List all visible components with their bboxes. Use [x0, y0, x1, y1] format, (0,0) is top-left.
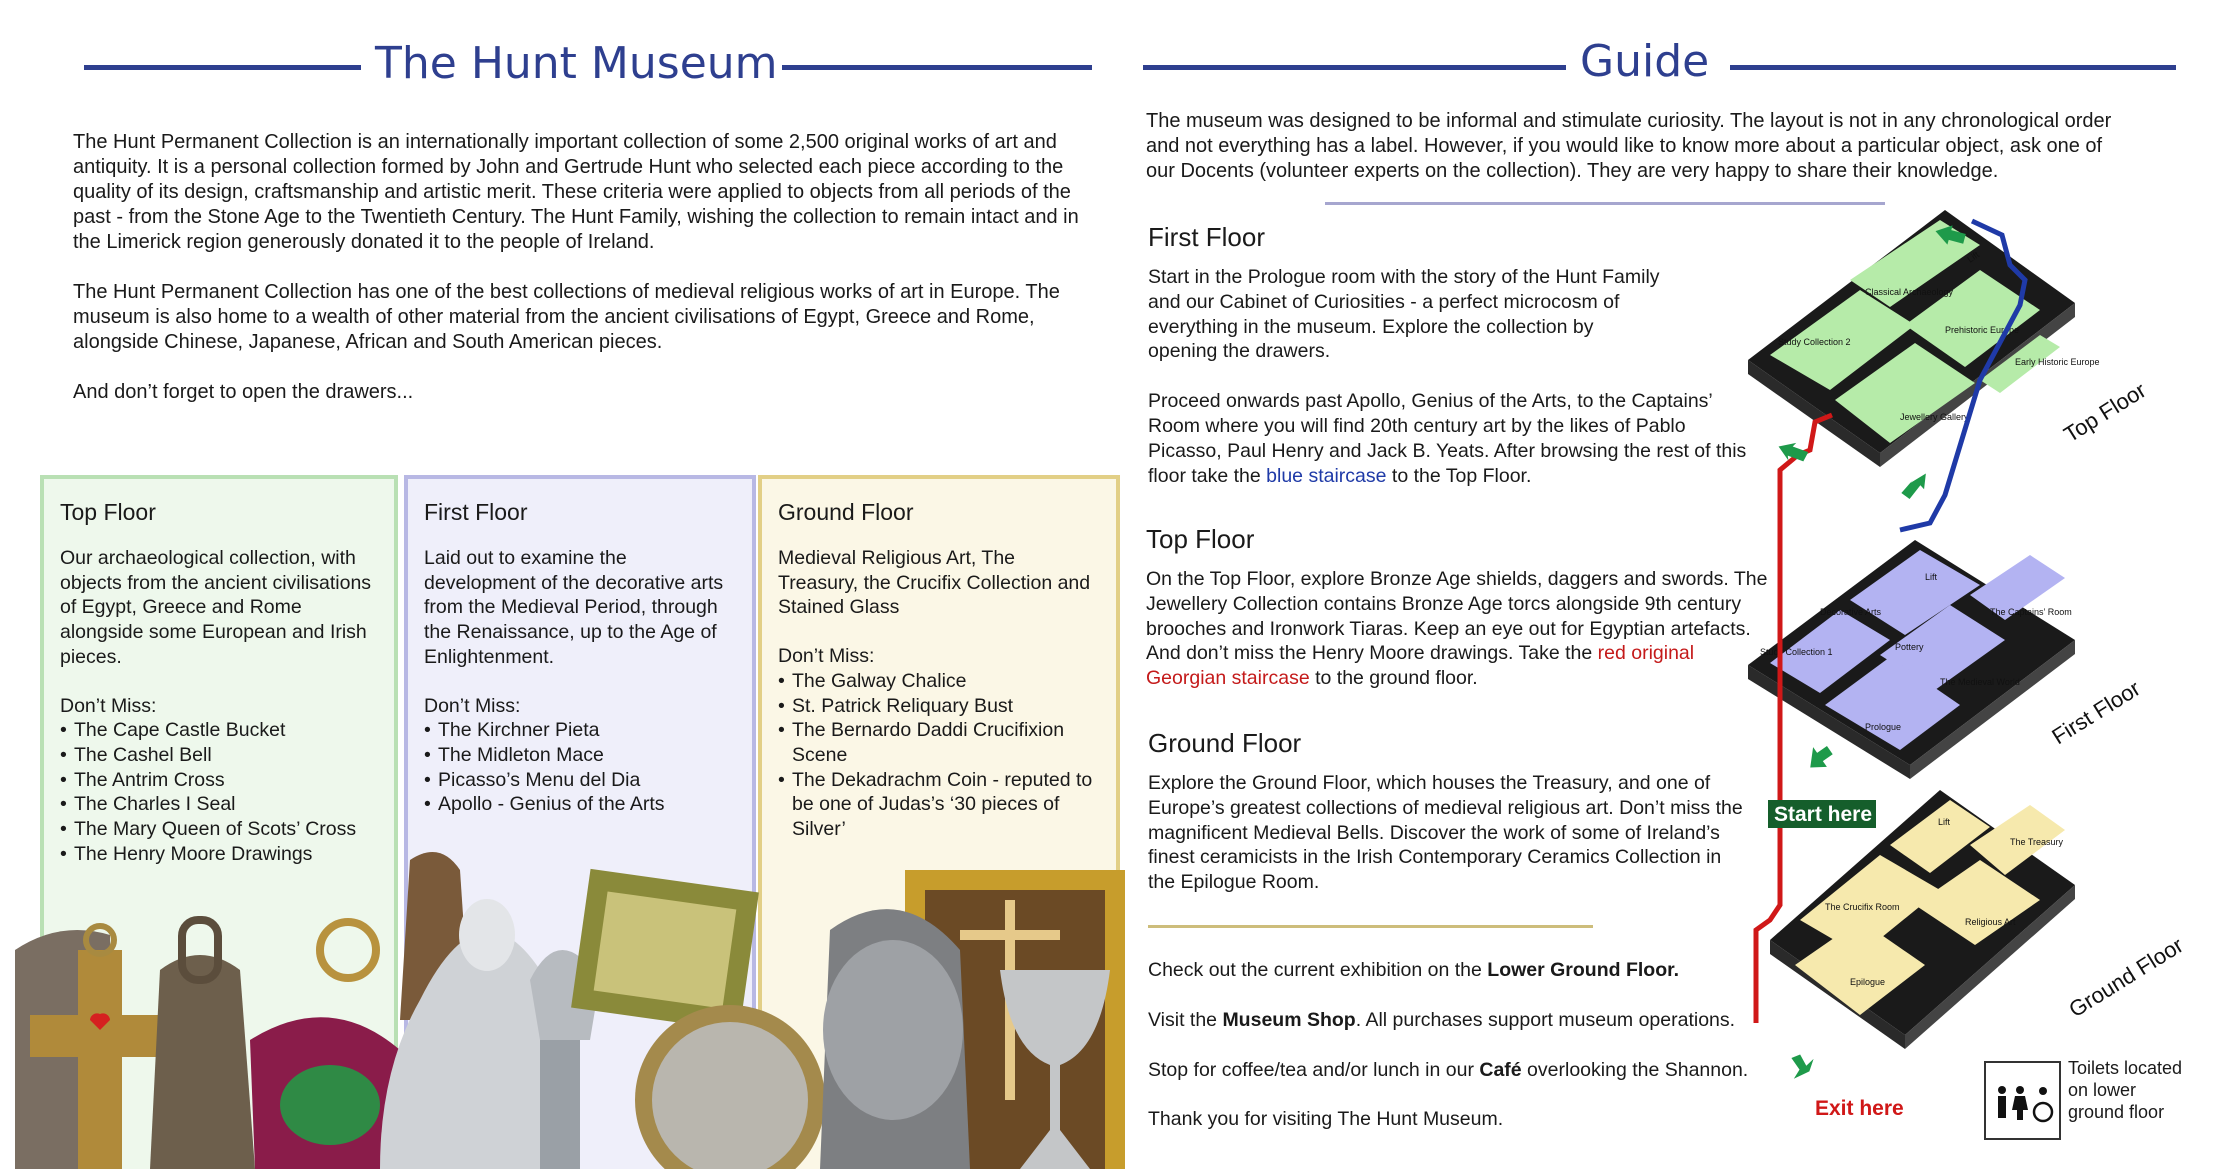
list-item: • Picasso’s Menu del Dia	[424, 768, 742, 793]
room-label: The Crucifix Room	[1825, 902, 1900, 912]
guide-intro: The museum was designed to be informal and stimulate curiosity. The layout is not in any chronological order and not everything has a label. However, if you would like to know more about a particular object, ask one of our Docents (volunteer experts on the collection). They are very happy to share their knowledge.	[1146, 110, 2112, 182]
guide-first-floor	[1148, 222, 1758, 488]
artefacts-collage	[0, 840, 1125, 1169]
box-title: Top Floor	[60, 499, 156, 525]
green-arrow-icon	[1776, 434, 1810, 468]
text-span: Stop for coffee/tea and/or lunch in our	[1148, 1058, 1480, 1081]
box-description: Laid out to examine the development of the decorative arts from the Medieval Period, through the Renaissance, up to the Age of Enlightenment.	[424, 547, 724, 668]
text-span: to the Top Floor.	[1386, 464, 1532, 487]
section-paragraph	[1148, 389, 1758, 488]
room-label: The Captains’ Room	[1990, 607, 2072, 617]
text-bold: Museum Shop	[1222, 1008, 1356, 1031]
dont-miss-list	[778, 669, 1106, 842]
room-label: Jewellery Gallery	[1900, 412, 1969, 422]
section-title: Ground Floor	[1148, 728, 1302, 758]
exit-here-label: Exit here	[1815, 1097, 1904, 1120]
extra-line-exhibition	[1148, 958, 1798, 983]
guide-ground-floor	[1148, 728, 1743, 895]
room-label: Lift	[1925, 572, 1938, 582]
ground-floor-plan	[1770, 790, 2188, 1049]
room-label: Lift	[1938, 817, 1951, 827]
list-item: • St. Patrick Reliquary Bust	[778, 694, 1106, 719]
extra-line-shop	[1148, 1008, 1798, 1033]
intro-paragraph-1: The Hunt Permanent Collection is an internationally important collection of some 2,500 original works of art and antiquity. It is a personal collection formed by John and Gertrude Hunt who selected each piece according to the quality of its design, craftsmanship and artistic merit. These criteria were applied to objects from all periods of the past - from the Stone Age to the Twentieth Century. The Hunt Family, wishing the collection to remain intact and in the Limerick region generously donated it to the people of Ireland.	[73, 131, 1079, 253]
green-arrow-icon	[1901, 468, 1931, 503]
text-span: Visit the	[1148, 1008, 1223, 1031]
extra-line-thanks: Thank you for visiting The Hunt Museum.	[1148, 1108, 1504, 1131]
text-span: Check out the current exhibition on the	[1148, 959, 1488, 981]
text-span: On the Top Floor, explore Bronze Age shields, daggers and swords. The Jewellery Collection contains Bronze Age torcs alongside 9th century brooches and Ironwork Tiaras. Keep an eye out for Egyptian artefacts. And don’t miss the Henry Moore drawings. Take the	[1146, 568, 1768, 665]
room-label: Epilogue	[1850, 977, 1886, 987]
text-span: overlooking the Shannon.	[1521, 1058, 1749, 1081]
room-label: The Treasury	[2010, 837, 2064, 847]
guide-title: Guide	[1580, 36, 1710, 87]
room-label: Religious Art	[1965, 917, 2016, 927]
text-bold: Café	[1479, 1058, 1522, 1081]
title-rule-right	[782, 65, 1092, 70]
room-label: Prologue	[1865, 722, 1902, 732]
box-title: Ground Floor	[778, 499, 914, 525]
guide-extras	[1148, 958, 1798, 1132]
section-paragraph: Start in the Prologue room with the story of the Hunt Family and our Cabinet of Curiosities - a perfect microcosm of everything in the museum. Explore the collection by opening the drawers.	[1148, 266, 1660, 363]
room-label: Lift	[1965, 249, 1981, 265]
first-floor-label: First Floor	[2047, 675, 2145, 750]
list-item: • The Dekadrachm Coin - reputed to be one of Judas’s ‘30 pieces of Silver’	[778, 768, 1106, 842]
room-label: Prehistoric Europe	[1945, 325, 2020, 335]
text-bold: Lower Ground Floor.	[1487, 959, 1680, 981]
section-title: Top Floor	[1146, 524, 1255, 554]
ground-divider	[1148, 925, 1593, 928]
ground-floor-label: Ground Floor	[2064, 932, 2188, 1023]
intro-text	[73, 130, 1083, 405]
page-title: The Hunt Museum	[375, 38, 778, 89]
list-item: • The Antrim Cross	[60, 768, 384, 793]
dont-miss-label: Don’t Miss:	[778, 645, 875, 668]
box-description: Medieval Religious Art, The Treasury, the Crucifix Collection and Stained Glass	[778, 547, 1091, 619]
room-label: Study Collection 1	[1760, 647, 1833, 657]
floor-map	[1740, 185, 2200, 1155]
guide-rule-right	[1730, 65, 2176, 70]
section-title: First Floor	[1148, 222, 1265, 252]
dont-miss-label: Don’t Miss:	[424, 694, 521, 717]
green-arrow-icon	[1788, 1053, 1814, 1081]
title-rule-left	[84, 65, 361, 70]
section-paragraph: Explore the Ground Floor, which houses the Treasury, and one of Europe’s greatest collections of medieval religious art. Don’t miss the magnificent Medieval Bells. Discover the work of some of Ireland’s finest ceramicists in the Irish Contemporary Ceramics Collection in the Epilogue Room.	[1148, 772, 1743, 894]
list-item: • The Charles I Seal	[60, 792, 384, 817]
list-item: • The Kirchner Pieta	[424, 718, 742, 743]
room-label: The Medieval World	[1940, 677, 2020, 687]
room-label: Study Collection 2	[1778, 337, 1851, 347]
list-item: • Apollo - Genius of the Arts	[424, 792, 742, 817]
list-item: • The Midleton Mace	[424, 743, 742, 768]
room-label: Early Historic Europe	[2015, 357, 2100, 367]
room-label: Classical Archaeology	[1865, 287, 1954, 297]
section-paragraph	[1146, 567, 1771, 691]
dont-miss-label: Don’t Miss:	[60, 694, 157, 717]
room-label: Pottery	[1895, 642, 1924, 652]
top-floor-label: Top Floor	[2059, 377, 2151, 448]
list-item: • The Cape Castle Bucket	[60, 718, 384, 743]
text-span: to the ground floor.	[1309, 667, 1478, 690]
red-staircase-text: red original Georgian staircase	[1146, 642, 1695, 690]
start-here-label: Start here	[1774, 803, 1873, 826]
intro-paragraph-2: The Hunt Permanent Collection has one of the best collections of medieval religious works of art in Europe. The museum is also home to a wealth of other material from the ancient civilisations of Egypt, Greece and Rome, alongside Chinese, Japanese, African and South American pieces.	[73, 281, 1060, 353]
guide-rule-left	[1143, 65, 1566, 70]
list-item: • The Mary Queen of Scots’ Cross	[60, 817, 384, 842]
green-arrow-icon	[1802, 740, 1837, 775]
list-item: • The Henry Moore Drawings	[60, 842, 384, 867]
box-title: First Floor	[424, 499, 528, 525]
extra-line-cafe	[1148, 1058, 1798, 1083]
first-floor-plan	[1748, 540, 2145, 779]
dont-miss-list	[424, 718, 742, 817]
list-item: • The Bernardo Daddi Crucifixion Scene	[778, 718, 1106, 767]
room-label: Decorative Arts	[1820, 607, 1882, 617]
intro-paragraph-3: And don’t forget to open the drawers...	[73, 381, 414, 403]
list-item: • The Cashel Bell	[60, 743, 384, 768]
top-floor-plan	[1748, 210, 2150, 467]
blue-staircase-text: blue staircase	[1266, 464, 1387, 487]
guide-top-floor	[1146, 524, 1771, 691]
text-span: Proceed onwards past Apollo, Genius of the Arts, to the Captains’ Room where you will find 20th century art by the likes of Pablo Picasso, Paul Henry and Jack B. Yeats. After browsing the rest of this floor take the	[1148, 390, 1747, 487]
list-item: • The Galway Chalice	[778, 669, 1106, 694]
text-span: . All purchases support museum operations.	[1355, 1008, 1736, 1031]
box-description: Our archaeological collection, with objects from the ancient civilisations of Egypt, Greece and Rome alongside some European and Irish pieces.	[60, 547, 372, 668]
toilets-note: Toilets located on lower ground floor	[2068, 1058, 2183, 1122]
